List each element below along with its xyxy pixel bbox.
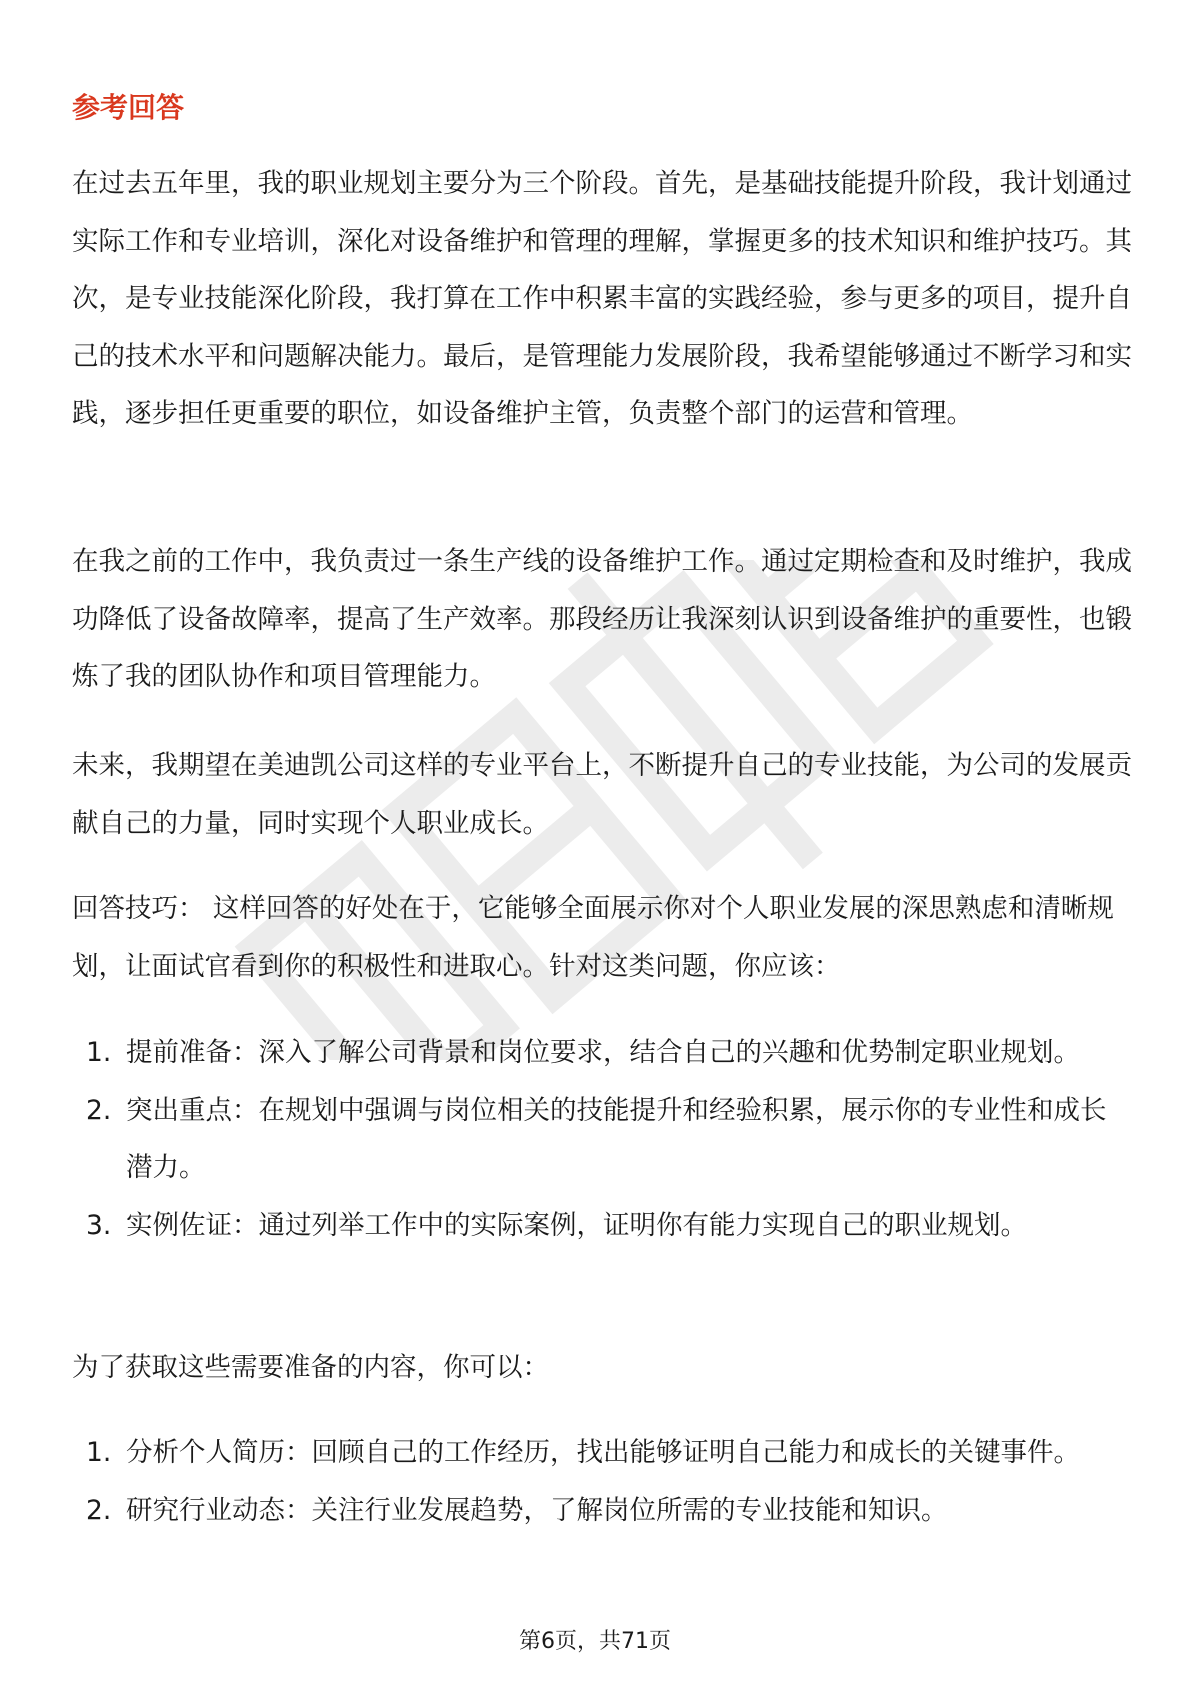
- list-item-text: 研究行业动态：关注行业发展趋势，了解岗位所需的专业技能和知识。: [126, 1494, 948, 1526]
- list-item: [72, 1482, 1132, 1540]
- list-item: [72, 1024, 1132, 1082]
- list-item-text: 分析个人简历：回顾自己的工作经历，找出能够证明自己能力和成长的关键事件。: [126, 1437, 1080, 1468]
- answer-paragraph-3: 未来，我期望在美迪凯公司这样的专业平台上，不断提升自己的专业技能，为公司的发展贡献自己的力量，同时实现个人职业成长。: [72, 750, 1132, 839]
- list-item: [72, 1082, 1132, 1197]
- list-item-text: 实例佐证：通过列举工作中的实际案例，证明你有能力实现自己的职业规划。: [126, 1209, 1027, 1241]
- preparation-intro: 为了获取这些需要准备的内容，你可以：: [72, 1352, 549, 1383]
- answer-paragraph-1: 在过去五年里，我的职业规划主要分为三个阶段。首先，是基础技能提升阶段，我计划通过实际工作和专业培训，深化对设备维护和管理的理解，掌握更多的技术知识和维护技巧。其次，是专业技能深化阶段，我打算在工作中积累丰富的实践经验，参与更多的项目，提升自己的技术水平和问题解决能力。最后，是管理能力发展阶段，我希望能够通过不断学习和实践，逐步担任更重要的职位，如设备维护主管，负责整个部门的运营和管理。: [72, 168, 1132, 429]
- list-number: 3.: [86, 1209, 112, 1241]
- list-number: 2.: [86, 1494, 112, 1526]
- list-item-text: 突出重点：在规划中强调与岗位相关的技能提升和经验积累，展示你的专业性和成长潜力。: [126, 1094, 1107, 1183]
- list-item: [72, 1197, 1132, 1255]
- list-item-text: 提前准备：深入了解公司背景和岗位要求，结合自己的兴趣和优势制定职业规划。: [126, 1037, 1080, 1068]
- list-number: 2.: [86, 1094, 112, 1126]
- answer-paragraph-2: 在我之前的工作中，我负责过一条生产线的设备维护工作。通过定期检查和及时维护，我成功降低了设备故障率，提高了生产效率。那段经历让我深刻认识到设备维护的重要性，也锻炼了我的团队协作和项目管理能力。: [72, 546, 1132, 692]
- list-number: 1.: [86, 1037, 112, 1068]
- tips-paragraph: 回答技巧： 这样回答的好处在于，它能够全面展示你对个人职业发展的深思熟虑和清晰规划，让面试官看到你的积极性和进取心。针对这类问题，你应该：: [72, 893, 1114, 982]
- list-item: [72, 1424, 1132, 1482]
- preparation-list: [72, 1424, 1132, 1539]
- section-title: 参考回答: [72, 91, 185, 124]
- list-number: 1.: [86, 1437, 112, 1468]
- page-footer: 第6页，共71页: [519, 1629, 671, 1654]
- tips-list: [72, 1024, 1132, 1254]
